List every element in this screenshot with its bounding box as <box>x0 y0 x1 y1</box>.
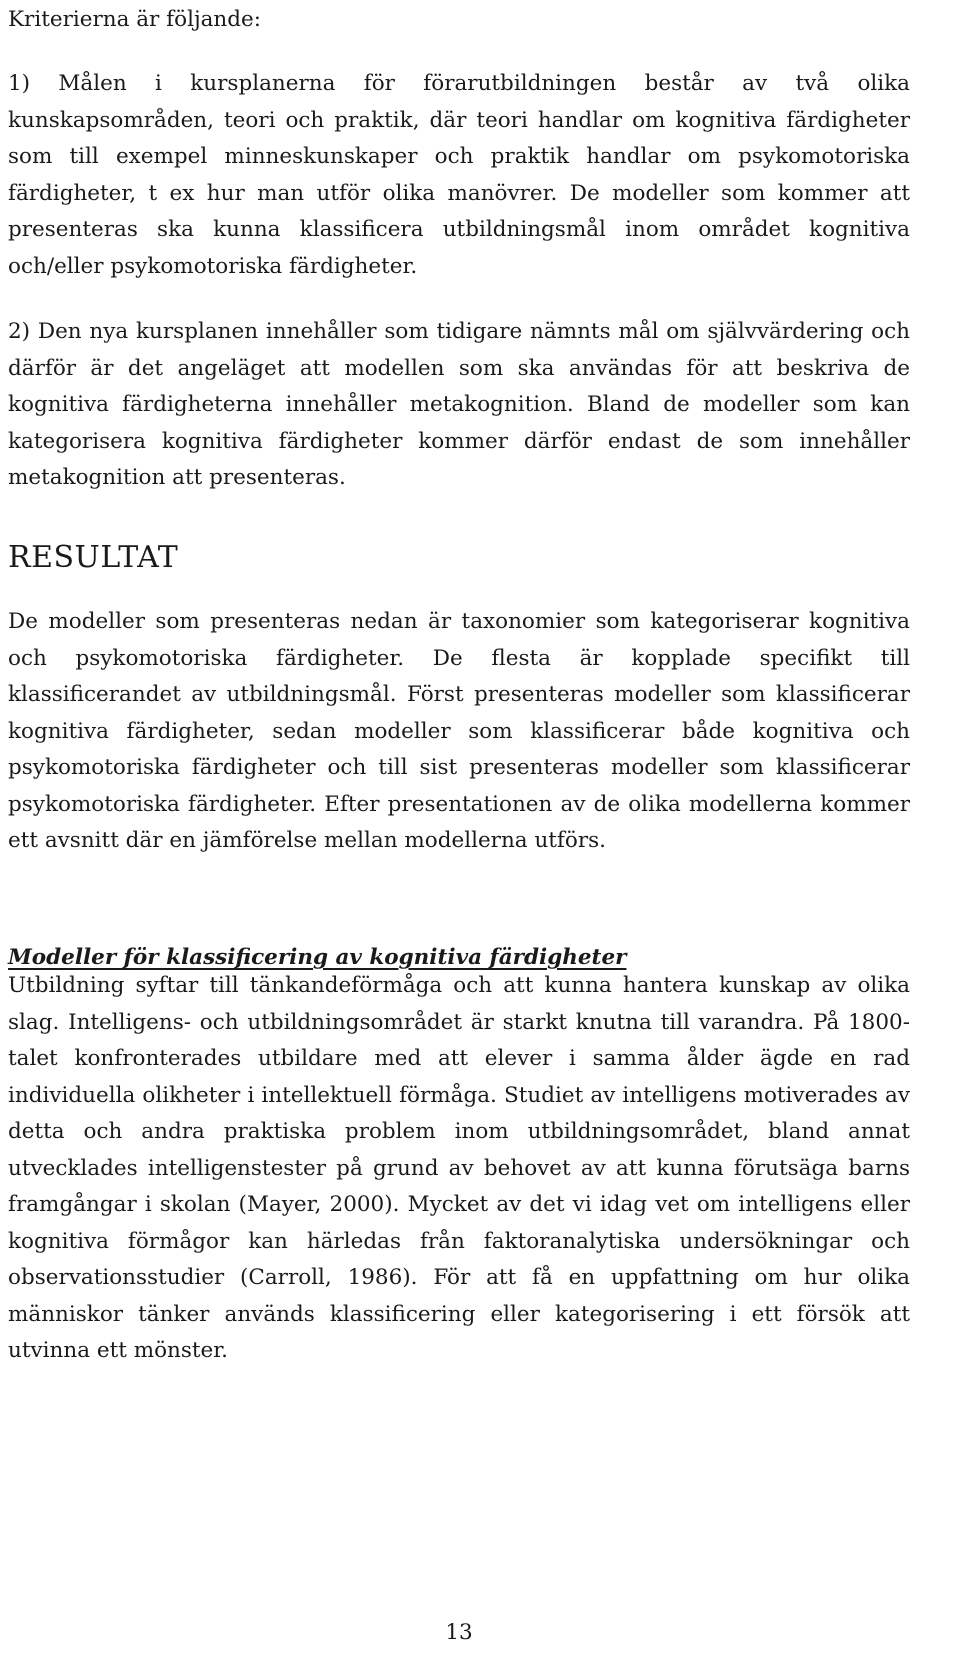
result-paragraph: De modeller som presenteras nedan är taxonomier som kategoriserar kognitiva och psykomotoriska färdigheter. De flesta är kopplade specifikt till klassificerandet av utbildningsmål. Först presenteras modeller som klassificerar kognitiva färdigheter, sedan modeller som klassificerar både kognitiva och psykomotoriska färdigheter och till sist presenteras modeller som klassificerar psykomotoriska färdigheter. Efter presentationen av de olika modellerna kommer ett avsnitt där en jämförelse mellan modellerna utförs. <box>8 609 910 853</box>
section-heading-resultat: RESULTAT <box>8 540 179 575</box>
subsection-heading: Modeller för klassificering av kognitiva färdigheter <box>8 945 627 970</box>
intro-text: Kriterierna är följande: <box>8 7 262 32</box>
page-number: 13 <box>445 1620 473 1645</box>
criterion-1-paragraph: 1) Målen i kursplanerna för förarutbildningen består av två olika kunskapsområden, teori och praktik, där teori handlar om kognitiva färdigheter som till exempel minneskunskaper och praktik handlar om psykomotoriska färdigheter, t ex hur man utför olika manövrer. De modeller som kommer att presenteras ska kunna klassificera utbildningsmål inom området kognitiva och/eller psykomotoriska färdigheter. <box>8 71 910 279</box>
section-paragraph: Utbildning syftar till tänkandeförmåga och att kunna hantera kunskap av olika slag. Intelligens- och utbildningsområdet är starkt knutna till varandra. På 1800-talet konfronterades utbildare med att elever i samma ålder ägde en rad individuella olikheter i intellektuell förmåga. Studiet av intelligens motiverades av detta och andra praktiska problem inom utbildningsområdet, bland annat utvecklades intelligenstester på grund av behovet av att kunna förutsäga barns framgångar i skolan (Mayer, 2000). Mycket av det vi idag vet om intelligens eller kognitiva förmågor kan härledas från faktoranalytiska undersökningar och observationsstudier (Carroll, 1986). För att få en uppfattning om hur olika människor tänker används klassificering eller kategorisering i ett försök att utvinna ett mönster. <box>8 973 910 1363</box>
criterion-2-paragraph: 2) Den nya kursplanen innehåller som tidigare nämnts mål om självvärdering och därför är det angeläget att modellen som ska användas för att beskriva de kognitiva färdigheterna innehåller metakognition. Bland de modeller som kan kategorisera kognitiva färdigheter kommer därför endast de som innehåller metakognition att presenteras. <box>8 319 910 490</box>
